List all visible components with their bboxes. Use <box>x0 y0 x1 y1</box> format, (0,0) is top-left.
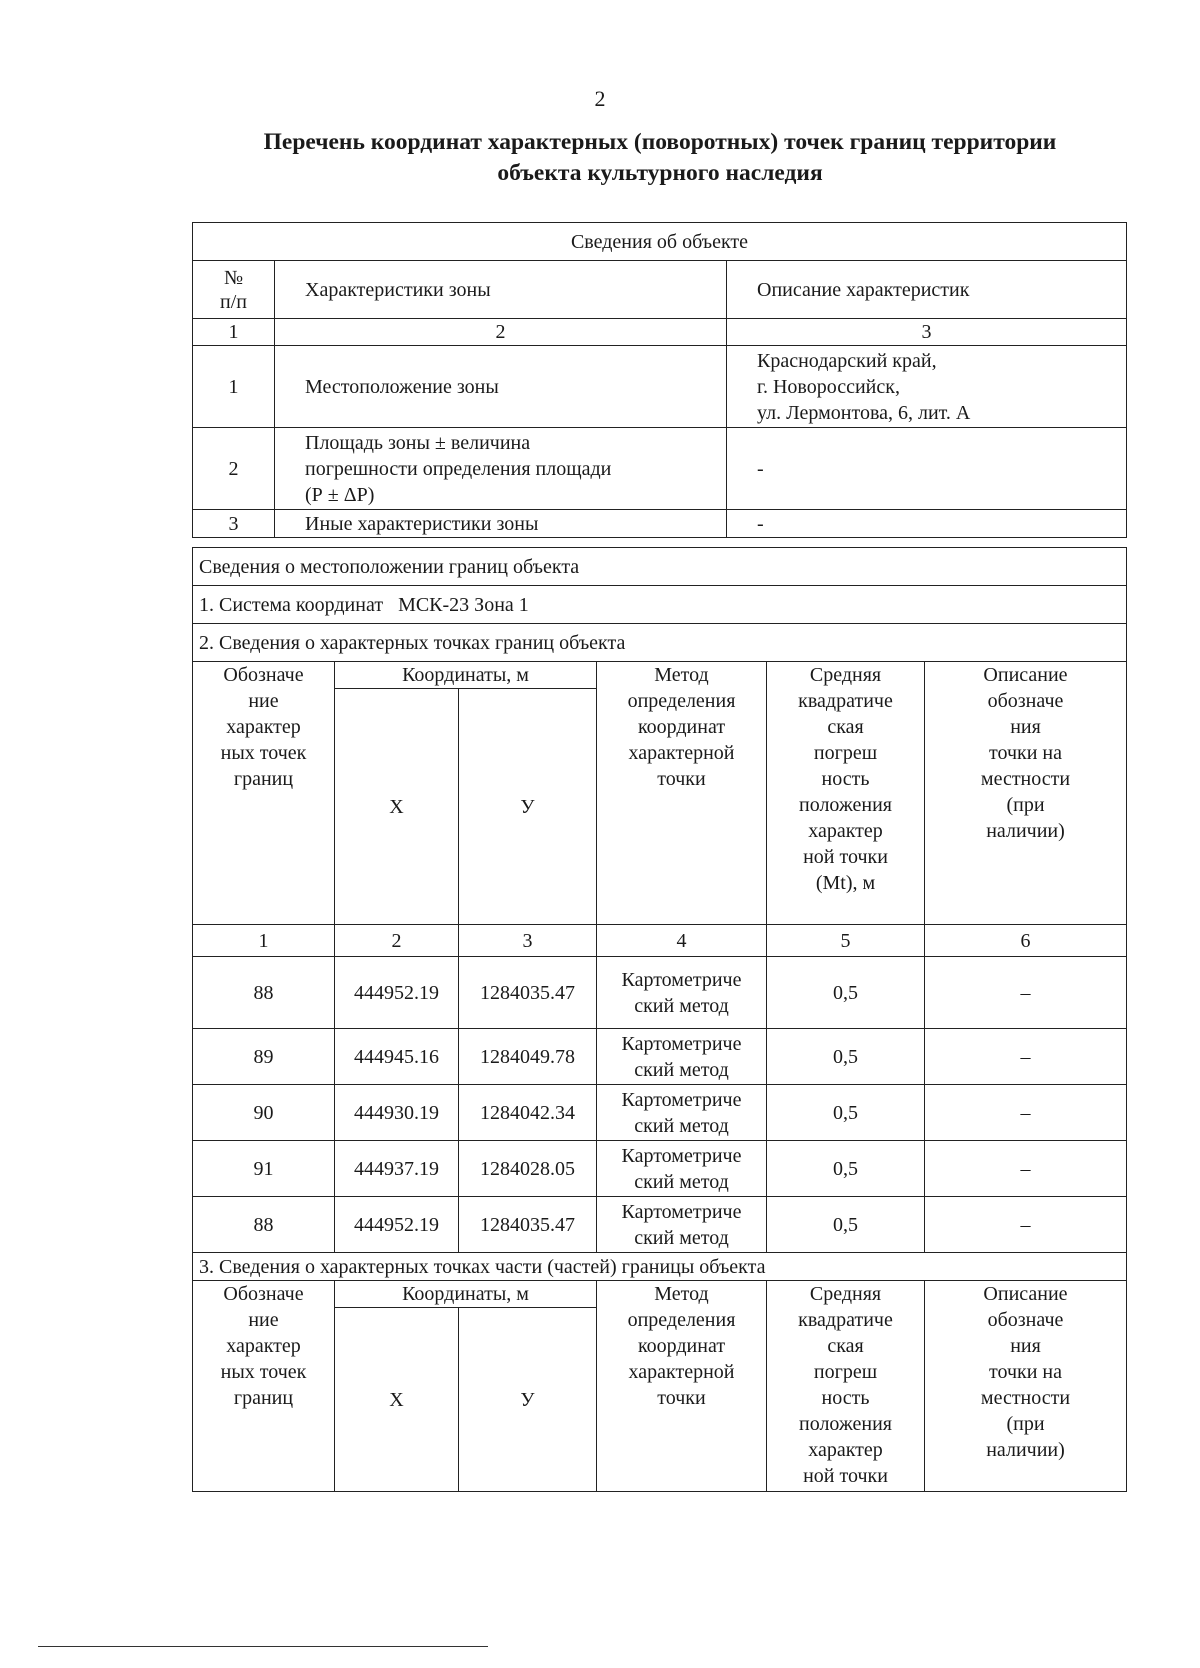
point-y: 1284035.47 <box>459 957 597 1029</box>
point-x: 444930.19 <box>335 1085 459 1141</box>
header-text: наличии) <box>986 1439 1065 1461</box>
header-text: (при <box>1006 1413 1045 1435</box>
zone-area-label <box>275 428 727 510</box>
header-text: ская <box>827 1335 864 1357</box>
header-text: определения <box>627 1309 736 1331</box>
header-text: характер <box>226 1335 301 1357</box>
col-number-2: 2 <box>275 319 727 346</box>
row-num: 3 <box>193 510 275 538</box>
point-description: – <box>925 1085 1127 1141</box>
header-text: точки на <box>988 1361 1063 1383</box>
point-error: 0,5 <box>767 1085 925 1141</box>
parts-header-point-description <box>925 1281 1127 1492</box>
col-number-3: 3 <box>727 319 1127 346</box>
location-section-title: Сведения о местоположении границ объекта <box>193 548 1127 586</box>
header-text: обозначе <box>987 690 1064 712</box>
point-y: 1284035.47 <box>459 1197 597 1253</box>
header-text: погреш <box>813 742 878 764</box>
header-text: местности <box>980 768 1071 790</box>
table-row <box>193 1085 1127 1141</box>
header-text: ность <box>821 768 870 790</box>
point-id: 88 <box>193 957 335 1029</box>
point-description: – <box>925 1029 1127 1085</box>
parts-header-error <box>767 1281 925 1492</box>
document-title <box>180 127 1140 189</box>
parts-header-y: У <box>459 1308 597 1492</box>
header-text: Обозначе <box>223 664 304 686</box>
point-x: 444952.19 <box>335 1197 459 1253</box>
object-info-table <box>192 222 1127 538</box>
header-text: ние <box>248 1309 279 1331</box>
point-y: 1284042.34 <box>459 1085 597 1141</box>
header-text: Средняя <box>809 664 882 686</box>
header-text: ной точки <box>803 846 888 868</box>
header-text: определения <box>627 690 736 712</box>
point-y: 1284049.78 <box>459 1029 597 1085</box>
row-num: 1 <box>193 346 275 428</box>
header-text: Метод <box>654 1283 709 1305</box>
point-y: 1284028.05 <box>459 1141 597 1197</box>
header-text: ность <box>821 1387 870 1409</box>
row-num: 2 <box>193 428 275 510</box>
header-text: ных точек <box>220 742 307 764</box>
parts-header-designation <box>193 1281 335 1492</box>
header-text: ние <box>248 690 279 712</box>
header-text: точки <box>657 1387 706 1409</box>
header-text: координат <box>637 1335 726 1357</box>
header-text: характерной <box>628 1361 735 1383</box>
zone-other-label: Иные характеристики зоны <box>275 510 727 538</box>
header-characteristics: Характеристики зоны <box>275 261 727 319</box>
col-number-1: 1 <box>193 925 335 957</box>
points-section-title: 2. Сведения о характерных точках границ объекта <box>193 624 1127 662</box>
header-designation <box>193 662 335 925</box>
point-x: 444937.19 <box>335 1141 459 1197</box>
point-description: – <box>925 957 1127 1029</box>
method-line: ский метод <box>634 994 729 1017</box>
table-row <box>193 510 1127 538</box>
header-num-label: п/п <box>220 290 247 313</box>
point-id: 89 <box>193 1029 335 1085</box>
header-text: координат <box>637 716 726 738</box>
table-row <box>193 1029 1127 1085</box>
point-description: – <box>925 1197 1127 1253</box>
table-row <box>193 957 1127 1029</box>
table-row <box>193 1197 1127 1253</box>
header-text: (при <box>1006 794 1045 816</box>
point-x: 444945.16 <box>335 1029 459 1085</box>
parts-header-method <box>597 1281 767 1492</box>
object-info-title: Сведения об объекте <box>193 223 1127 261</box>
header-text: квадратиче <box>798 690 893 712</box>
col-number-6: 6 <box>925 925 1127 957</box>
header-text: Описание <box>983 664 1068 686</box>
header-text: характер <box>808 820 883 842</box>
point-method <box>597 1197 767 1253</box>
table-row <box>193 428 1127 510</box>
header-text: положения <box>799 794 892 816</box>
point-id: 88 <box>193 1197 335 1253</box>
method-line: Картометриче <box>621 1200 742 1223</box>
header-text: Метод <box>654 664 709 686</box>
title-line-2: объекта культурного наследия <box>497 160 823 186</box>
coord-system-row <box>193 586 1127 624</box>
parts-header-coordinates: Координаты, м <box>335 1281 597 1308</box>
area-line: (Р ± ΔР) <box>305 483 375 506</box>
header-text: (Mt), м <box>815 872 876 894</box>
address-line: ул. Лермонтова, 6, лит. А <box>757 401 971 424</box>
coord-system-label: 1. Система координат <box>199 593 384 616</box>
point-error: 0,5 <box>767 1141 925 1197</box>
point-id: 91 <box>193 1141 335 1197</box>
method-line: ский метод <box>634 1114 729 1137</box>
col-number-2: 2 <box>335 925 459 957</box>
zone-area-value: - <box>727 428 1127 510</box>
table-row <box>193 346 1127 428</box>
point-method <box>597 1085 767 1141</box>
header-text: ния <box>1010 716 1041 738</box>
header-point-description <box>925 662 1127 925</box>
method-line: Картометриче <box>621 1032 742 1055</box>
method-line: Картометриче <box>621 1088 742 1111</box>
header-text: местности <box>980 1387 1071 1409</box>
zone-location-value <box>727 346 1127 428</box>
header-error <box>767 662 925 925</box>
point-description: – <box>925 1141 1127 1197</box>
point-method <box>597 957 767 1029</box>
header-description: Описание характеристик <box>727 261 1127 319</box>
area-line: погрешности определения площади <box>305 457 612 480</box>
address-line: Краснодарский край, <box>757 349 937 372</box>
method-line: ский метод <box>634 1226 729 1249</box>
header-text: наличии) <box>986 820 1065 842</box>
col-number-1: 1 <box>193 319 275 346</box>
header-text: квадратиче <box>798 1309 893 1331</box>
point-x: 444952.19 <box>335 957 459 1029</box>
header-text: погреш <box>813 1361 878 1383</box>
header-text: Описание <box>983 1283 1068 1305</box>
header-text: характер <box>226 716 301 738</box>
boundary-points-table <box>192 547 1127 1492</box>
method-line: Картометриче <box>621 968 742 991</box>
table-row <box>193 1141 1127 1197</box>
area-line: Площадь зоны ± величина <box>305 431 531 454</box>
method-line: Картометриче <box>621 1144 742 1167</box>
header-text: точки <box>657 768 706 790</box>
point-error: 0,5 <box>767 1197 925 1253</box>
header-y: У <box>459 689 597 925</box>
header-text: границ <box>233 1387 294 1409</box>
col-number-5: 5 <box>767 925 925 957</box>
method-line: ский метод <box>634 1170 729 1193</box>
header-text: положения <box>799 1413 892 1435</box>
coord-system-value: МСК-23 Зона 1 <box>398 593 529 616</box>
header-text: характерной <box>628 742 735 764</box>
header-num-symbol: № <box>223 266 244 289</box>
header-text: обозначе <box>987 1309 1064 1331</box>
header-method <box>597 662 767 925</box>
header-text: Средняя <box>809 1283 882 1305</box>
header-x: Х <box>335 689 459 925</box>
header-text: характер <box>808 1439 883 1461</box>
header-coordinates: Координаты, м <box>335 662 597 689</box>
title-line-1: Перечень координат характерных (поворотных) точек границ территории <box>263 129 1057 155</box>
point-error: 0,5 <box>767 1029 925 1085</box>
header-text: ния <box>1010 1335 1041 1357</box>
col-number-4: 4 <box>597 925 767 957</box>
footnote-divider <box>38 1646 488 1647</box>
header-text: ская <box>827 716 864 738</box>
header-text: ных точек <box>220 1361 307 1383</box>
header-text: Обозначе <box>223 1283 304 1305</box>
zone-location-label: Местоположение зоны <box>275 346 727 428</box>
parts-section-title: 3. Сведения о характерных точках части (частей) границы объекта <box>193 1253 1127 1281</box>
header-num <box>193 261 275 319</box>
address-line: г. Новороссийск, <box>757 375 900 398</box>
parts-header-x: Х <box>335 1308 459 1492</box>
point-error: 0,5 <box>767 957 925 1029</box>
header-text: границ <box>233 768 294 790</box>
header-text: точки на <box>988 742 1063 764</box>
point-id: 90 <box>193 1085 335 1141</box>
method-line: ский метод <box>634 1058 729 1081</box>
col-number-3: 3 <box>459 925 597 957</box>
zone-other-value: - <box>727 510 1127 538</box>
header-text: ной точки <box>803 1465 888 1487</box>
point-method <box>597 1029 767 1085</box>
point-method <box>597 1141 767 1197</box>
page-number: 2 <box>594 86 606 111</box>
